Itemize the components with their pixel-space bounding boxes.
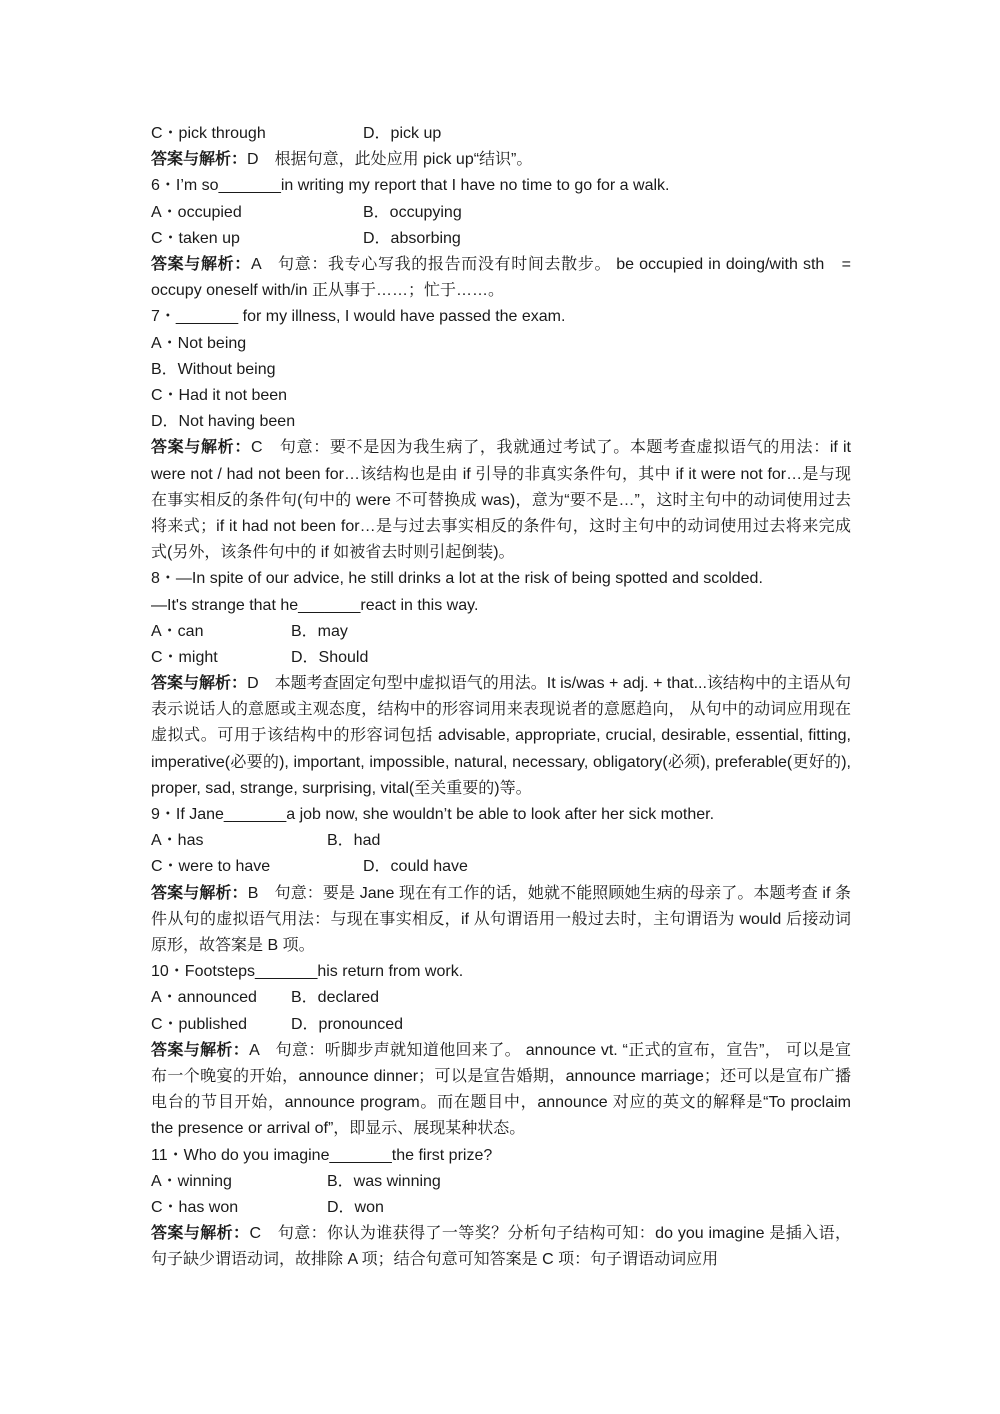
answer-explanation [151, 671, 851, 802]
options-row [151, 985, 851, 1011]
option-c: C・taken up [151, 229, 240, 247]
options-row [151, 1169, 851, 1195]
answer-explanation [151, 252, 867, 304]
options-row [151, 854, 851, 880]
answer-label: 答案与解析： [151, 1041, 250, 1059]
option-a: A・winning [151, 1172, 232, 1190]
option-b: B．may [291, 622, 348, 640]
options-row [151, 1012, 851, 1038]
option-b: B．was winning [327, 1172, 441, 1190]
option-c: C・might [151, 648, 218, 666]
answer-explanation [151, 435, 851, 566]
option-c: C・pick through [151, 125, 266, 142]
options-row [151, 828, 851, 854]
answer-explanation [151, 881, 851, 960]
answer-text: A 句意：我专心写我的报告而没有时间去散步。 be occupied in doing/with sth = occupy oneself with/in 正从事于……；忙于……。 [151, 255, 867, 300]
option-b: B．occupying [363, 203, 462, 221]
option-c: C・Had it not been [151, 386, 288, 404]
option-a: A・announced [151, 989, 257, 1007]
option-a: A・occupied [151, 203, 242, 221]
option-d: D．could have [363, 858, 468, 876]
answer-text: C 句意：要不是因为我生病了，我就通过考试了。本题考查虚拟语气的用法：if it were not / had not been for…该结构也是由 if 引导的非真实条件句，其中 if it were not for…是与现在事实相反的条件句(句中的 were 不可替换成 was)，意为“要不是…”，这时主句中的动词使用过去将来式；if it had not been for…是与过去事实相反的条件句，这时主句中的动词使用过去将来完成式(另外，该条件句中的 if 如被省去时则引起倒装)。 [151, 439, 851, 562]
options-row [151, 200, 851, 226]
option-d: D．won [327, 1199, 384, 1216]
option-d: D．Should [291, 648, 369, 666]
options-row [151, 121, 851, 147]
question-stem: 7・_______ for my illness, I would have passed the exam. [151, 308, 566, 326]
answer-explanation [151, 1221, 851, 1273]
option-b: B．had [327, 832, 381, 850]
answer-label: 答案与解析： [151, 439, 251, 457]
question-stem-reply: —It's strange that he_______react in this way. [151, 596, 479, 614]
options-row [151, 1195, 851, 1221]
answer-label: 答案与解析： [151, 884, 248, 902]
document-page [151, 121, 867, 1274]
answer-label: 答案与解析： [151, 1225, 250, 1243]
option-b: B．declared [291, 989, 380, 1007]
answer-text: D 本题考查固定句型中虚拟语气的用法。It is/was + adj. + that...该结构中的主语从句表示说话人的意愿或主观态度，结构中的形容词用来表现说者的意愿趋向， 从句中的动词应用现在虚拟式。可用于该结构中的形容词包括 advisable, appropriate, crucial, desirable, essential, fitting, imperative(必要的), important, impossible, natural, necessary, obligatory(必须), preferable(更好的), proper, sad, strange, surprising, vital(至关重要的)等。 [151, 675, 851, 797]
question-stem: 10・Footsteps_______his return from work. [151, 963, 464, 981]
option-c: C・has won [151, 1199, 239, 1216]
option-a: A・has [151, 832, 204, 850]
option-c: C・were to have [151, 858, 271, 876]
question-stem: 8・—In spite of our advice, he still drinks a lot at the risk of being spotted and scolded. [151, 570, 763, 588]
option-d: D．Not having been [151, 413, 296, 431]
option-c: C・published [151, 1015, 248, 1033]
options-row [151, 645, 851, 671]
question-stem: 6・I’m so_______in writing my report that I have no time to go for a walk. [151, 177, 670, 195]
question-stem: 11・Who do you imagine_______the first prize? [151, 1146, 493, 1164]
answer-text: A 句意：听脚步声就知道他回来了。 announce vt. “正式的宣布，宣告”， 可以是宣布一个晚宴的开始，announce dinner；可以是宣告婚期，announce marriage；还可以是宣布广播电台的节目开始，announce program。而在题目中，announce 对应的英文的解释是“To proclaim the presence or arrival of”，即显示、展现某种状态。 [151, 1041, 851, 1138]
options-row [151, 226, 851, 252]
option-a: A・can [151, 622, 204, 640]
answer-label: 答案与解析： [151, 675, 248, 693]
answer-text: C 句意：你认为谁获得了一等奖？分析句子结构可知：do you imagine 是插入语，句子缺少谓语动词，故排除 A 项；结合句意可知答案是 C 项：句子谓语动词应用 [151, 1225, 851, 1269]
question-stem: 9・If Jane_______a job now, she wouldn’t be able to look after her sick mother. [151, 806, 715, 824]
answer-label: 答案与解析： [151, 151, 248, 169]
option-a: A・Not being [151, 334, 247, 352]
answer-label: 答案与解析： [151, 255, 251, 273]
answer-text: B 句意：要是 Jane 现在有工作的话，她就不能照顾她生病的母亲了。本题考查 if 条件从句的虚拟语气用法：与现在事实相反，if 从句谓语用一般过去时，主句谓语为 would 后接动词原形，故答案是 B 项。 [151, 884, 851, 955]
option-d: D．pronounced [291, 1015, 404, 1033]
options-row [151, 619, 851, 645]
option-b: B．Without being [151, 360, 276, 378]
answer-explanation [151, 1038, 851, 1143]
answer-text: D 根据句意，此处应用 pick up“结识”。 [247, 151, 533, 169]
answer-explanation [151, 147, 851, 173]
option-d: D．absorbing [363, 229, 461, 247]
option-d: D．pick up [363, 125, 442, 142]
